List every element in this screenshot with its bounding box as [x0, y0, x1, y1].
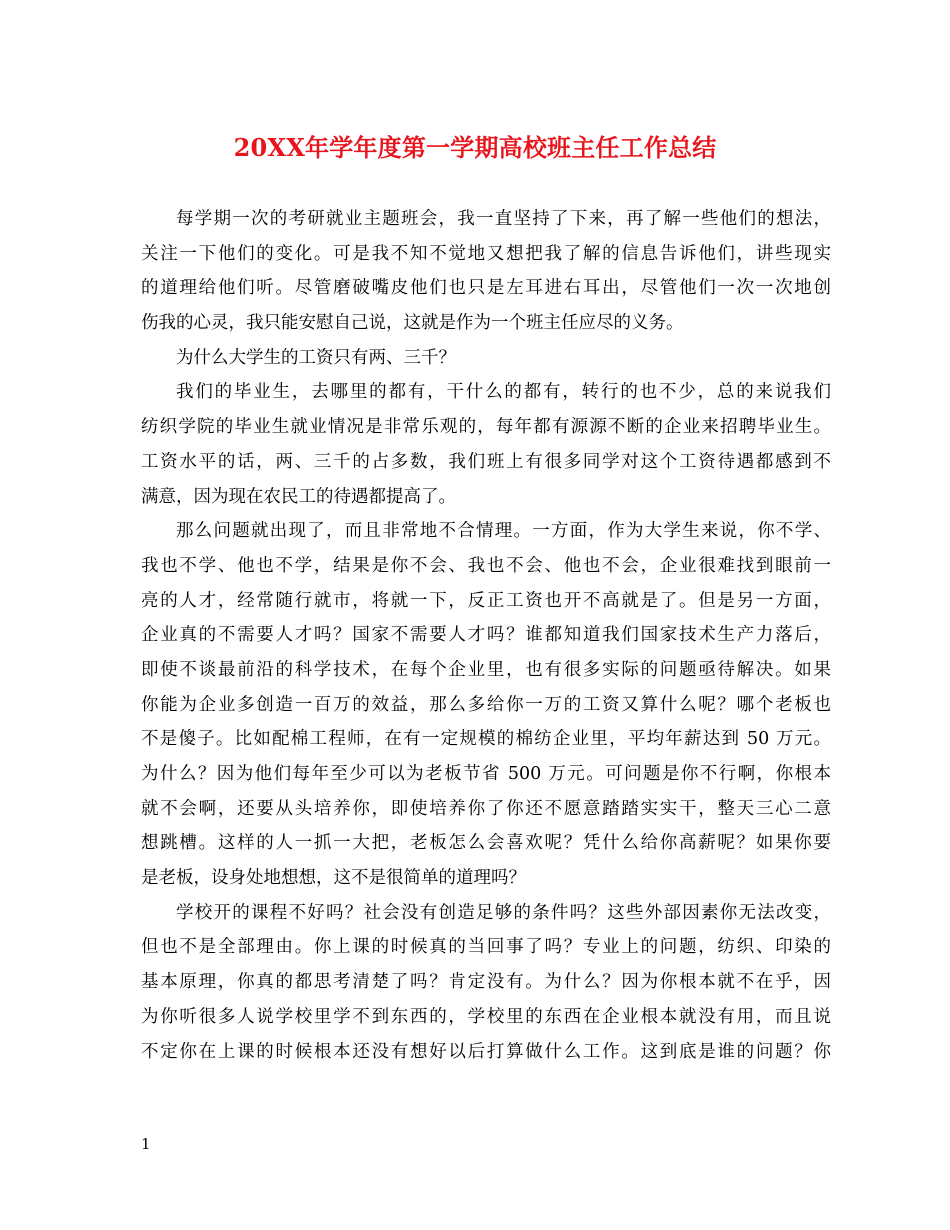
- text-line: 不是傻子。比如配棉工程师，在有一定规模的棉纺企业里，平均年薪达到 50 万元。: [141, 729, 831, 750]
- text-line: 的道理给他们听。尽管磨破嘴皮他们也只是左耳进右耳出，尽管他们一次一次地创: [141, 278, 831, 299]
- text-line: 为你听很多人说学校里学不到东西的，学校里的东西在企业根本就没有用，而且说: [141, 1006, 831, 1027]
- text-line: 就不会啊，还要从头培养你，即使培养你了你还不愿意踏踏实实干，整天三心二意: [141, 798, 831, 819]
- text-line: 基本原理，你真的都思考清楚了吗？肯定没有。为什么？因为你根本就不在乎，因: [141, 972, 831, 993]
- text-line: 不定你在上课的时候根本还没有想好以后打算做什么工作。这到底是谁的问题？你: [141, 1041, 831, 1062]
- text-line: 但也不是全部理由。你上课的时候真的当回事了吗？专业上的问题，纺织、印染的: [141, 937, 831, 958]
- text-line: 工资水平的话，两、三千的占多数，我们班上有很多同学对这个工资待遇都感到不: [141, 451, 831, 472]
- document-body: [141, 202, 831, 1069]
- text-line: 是老板，设身处地想想，这不是很简单的道理吗？: [141, 868, 526, 889]
- text-line: 亮的人才，经常随行就市，将就一下，反正工资也开不高就是了。但是另一方面，: [141, 590, 831, 611]
- text-line: 那么问题就出现了，而且非常地不合情理。一方面，作为大学生来说，你不学、: [176, 521, 831, 542]
- text-line: 为什么？因为他们每年至少可以为老板节省 500 万元。可问题是你不行啊，你根本: [141, 764, 831, 784]
- page-number: 1: [141, 1135, 151, 1153]
- text-line: 企业真的不需要人才吗？国家不需要人才吗？谁都知道我们国家技术生产力落后，: [141, 625, 831, 646]
- text-line: 满意，因为现在农民工的待遇都提高了。: [141, 486, 456, 507]
- document-title: 20XX年学年度第一学期高校班主任工作总结: [233, 133, 717, 162]
- text-line: 纺织学院的毕业生就业情况是非常乐观的，每年都有源源不断的企业来招聘毕业生。: [141, 417, 831, 438]
- text-line: 我们的毕业生，去哪里的都有，干什么的都有，转行的也不少，总的来说我们: [176, 382, 831, 403]
- text-line: 你能为企业多创造一百万的效益，那么多给你一万的工资又算什么呢？哪个老板也: [141, 694, 831, 715]
- text-line: 我也不学、他也不学，结果是你不会、我也不会、他也不会，企业很难找到眼前一: [141, 555, 831, 576]
- text-line: 关注一下他们的变化。可是我不知不觉地又想把我了解的信息告诉他们，讲些现实: [141, 243, 831, 264]
- text-line: 伤我的心灵，我只能安慰自己说，这就是作为一个班主任应尽的义务。: [141, 313, 684, 334]
- text-line: 每学期一次的考研就业主题班会，我一直坚持了下来，再了解一些他们的想法，: [176, 209, 831, 229]
- text-line: 即使不谈最前沿的科学技术，在每个企业里，也有很多实际的问题亟待解决。如果: [141, 659, 831, 680]
- text-line: 为什么大学生的工资只有两、三千？: [176, 347, 456, 368]
- text-line: 想跳槽。这样的人一抓一大把，老板怎么会喜欢呢？凭什么给你高薪呢？如果你要: [141, 833, 831, 854]
- text-line: 学校开的课程不好吗？社会没有创造足够的条件吗？这些外部因素你无法改变，: [176, 902, 831, 923]
